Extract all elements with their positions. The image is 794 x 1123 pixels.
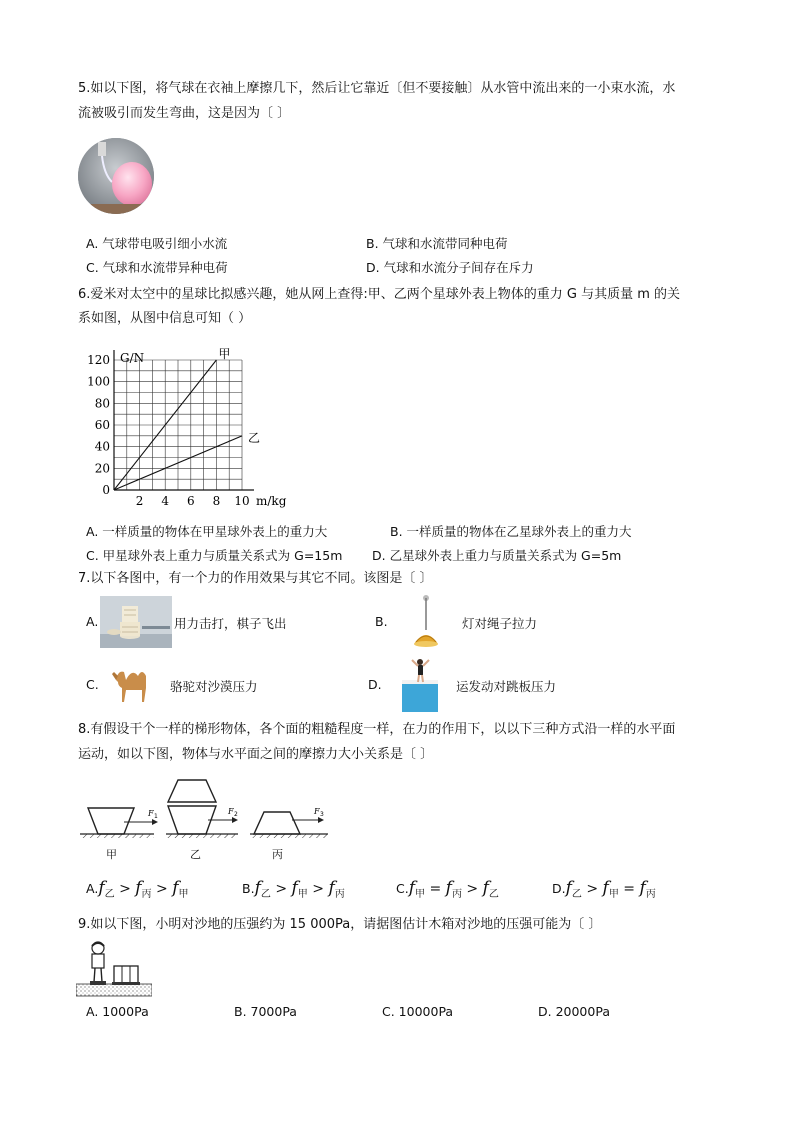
q9-option-b[interactable]: B. 7000Pa (234, 1004, 297, 1019)
q5-option-d[interactable]: D. 气球和水流分子间存在斥力 (366, 260, 534, 275)
x-tick-label: 4 (161, 494, 170, 508)
y-tick-label: 120 (87, 353, 110, 367)
q6-stem-line1: 6.爱米对太空中的星球比拟感兴趣，她从网上查得:甲、乙两个星球外表上物体的重力 G 与其质量 m 的关 (78, 287, 681, 302)
q7-diver-photo (402, 656, 438, 712)
q5-balloon-photo (78, 138, 154, 214)
y-axis-label: G/N (120, 351, 145, 365)
q5-option-c[interactable]: C. 气球和水流带异种电荷 (86, 260, 228, 275)
trapezoid-jia (88, 808, 134, 834)
q8-option-c[interactable]: $C.f_甲 = f_丙 > f_乙$ (396, 878, 499, 900)
y-tick-label: 60 (94, 418, 110, 432)
q9-option-a[interactable]: A. 1000Pa (86, 1004, 149, 1019)
q8-option-d[interactable]: $D.f_乙 > f_甲 = f_丙$ (552, 878, 656, 900)
q6-option-a[interactable]: A. 一样质量的物体在甲星球外表上的重力大 (86, 524, 328, 539)
trapezoid-yi-top (168, 780, 216, 802)
q8-stem-line2: 运动，如以下图，物体与水平面之间的摩擦力大小关系是〔 〕 (78, 747, 434, 762)
svg-text:2: 2 (234, 811, 238, 818)
q5-option-b[interactable]: B. 气球和水流带同种电荷 (366, 236, 508, 251)
x-axis-label: m/kg (256, 494, 287, 508)
q7-stem: 7.以下各图中，有一个力的作用效果与其它不同。该图是〔 〕 (78, 571, 433, 586)
series-label-jia: 甲 (218, 347, 231, 361)
q7-hanging-lamp-photo (408, 594, 444, 650)
q7-option-b-text[interactable]: 灯对绳子拉力 (462, 616, 538, 631)
q7-option-b-letter[interactable]: B. (375, 614, 388, 629)
q7-chess-pieces-photo (100, 596, 172, 648)
q9-boy-and-box-figure (76, 938, 152, 998)
svg-text:3: 3 (320, 811, 324, 818)
q8-label-bing: 丙 (272, 848, 283, 861)
q6-option-b[interactable]: B. 一样质量的物体在乙星球外表上的重力大 (390, 524, 632, 539)
trapezoid-bing (254, 812, 300, 834)
q8-label-jia: 甲 (106, 848, 117, 861)
svg-text:F: F (148, 809, 154, 818)
y-tick-label: 40 (94, 439, 110, 454)
x-tick-label: 2 (135, 494, 144, 508)
q7-camel-photo (110, 658, 156, 708)
x-tick-label: 6 (186, 494, 195, 508)
q8-option-b[interactable]: $B.f_乙 > f_甲 > f_丙$ (242, 878, 345, 900)
y-tick-label: 20 (94, 461, 110, 476)
q8-label-yi: 乙 (190, 848, 201, 861)
q6-weight-mass-chart (82, 336, 302, 514)
y-tick-label: 0 (102, 483, 110, 497)
y-tick-label: 100 (87, 374, 110, 389)
q6-stem-line2: 系如图，从图中信息可知（ ） (78, 311, 252, 326)
q8-option-a[interactable]: $A.f_乙 > f_丙 > f_甲$ (86, 878, 189, 900)
q7-option-c-text[interactable]: 骆驼对沙漠压力 (170, 679, 258, 694)
q7-option-a-letter[interactable]: A. (86, 614, 99, 629)
q5-stem-line2: 流被吸引而发生弯曲，这是因为〔 〕 (78, 106, 291, 121)
q8-trapezoid-figure (78, 772, 338, 864)
q6-option-c[interactable]: C. 甲星球外表上重力与质量关系式为 G=15m (86, 548, 343, 563)
q7-option-d-letter[interactable]: D. (368, 677, 382, 692)
q9-option-d[interactable]: D. 20000Pa (538, 1004, 610, 1019)
q7-option-a-text[interactable]: 用力击打，棋子飞出 (174, 616, 287, 631)
q7-option-c-letter[interactable]: C. (86, 677, 99, 692)
q5-option-a[interactable]: A. 气球带电吸引细小水流 (86, 236, 228, 251)
series-label-yi: 乙 (248, 430, 261, 445)
x-tick-label: 10 (234, 494, 250, 508)
svg-text:F: F (228, 807, 234, 816)
x-tick-label: 8 (212, 494, 221, 508)
y-tick-label: 80 (94, 396, 110, 411)
svg-text:F: F (314, 807, 320, 816)
q5-stem-line1: 5.如以下图，将气球在衣袖上摩擦几下，然后让它靠近〔但不要接触〕从水管中流出来的一小束水流，水 (78, 81, 676, 96)
svg-text:1: 1 (154, 813, 158, 820)
q7-option-d-text[interactable]: 运发动对跳板压力 (456, 679, 557, 694)
q9-option-c[interactable]: C. 10000Pa (382, 1004, 454, 1019)
q9-stem: 9.如以下图，小明对沙地的压强约为 15 000Pa，请据图估计木箱对沙地的压强可能为〔 〕 (78, 917, 602, 932)
q8-stem-line1: 8.有假设干个一样的梯形物体，各个面的粗糙程度一样，在力的作用下，以以下三种方式沿一样的水平面 (78, 722, 676, 737)
q6-option-d[interactable]: D. 乙星球外表上重力与质量关系式为 G=5m (372, 548, 622, 563)
